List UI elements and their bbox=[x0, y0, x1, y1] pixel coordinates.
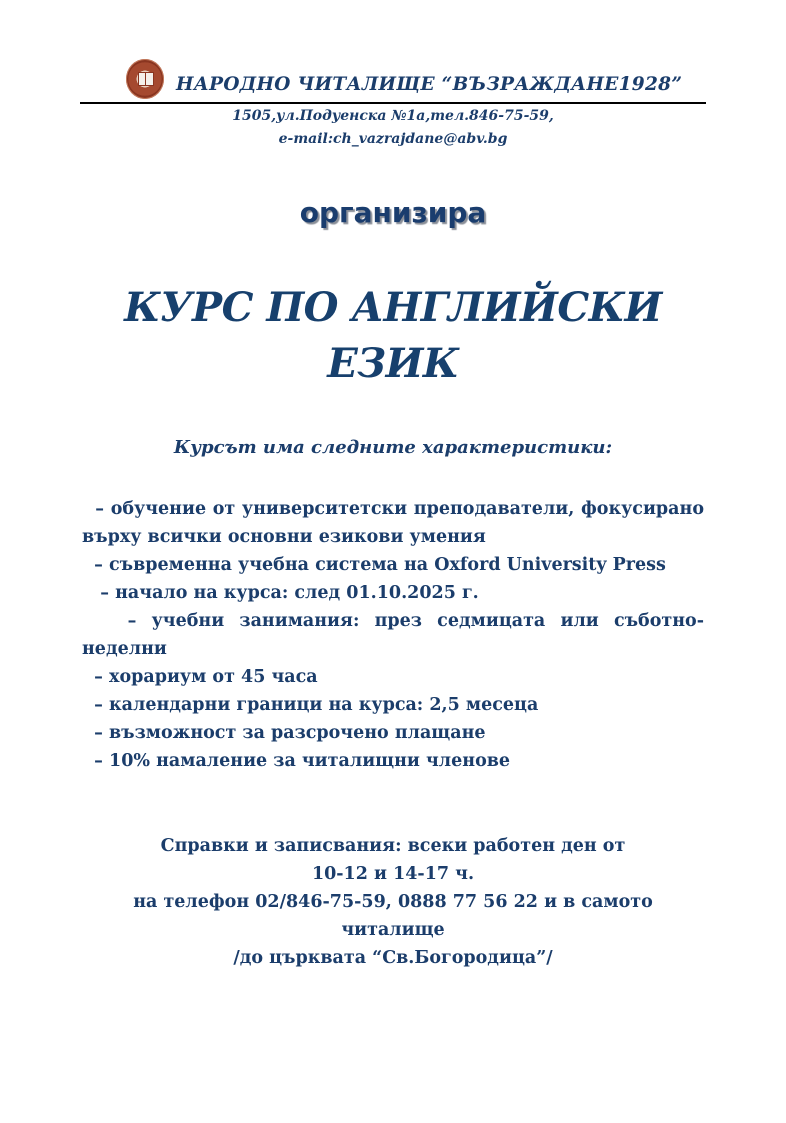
course-title-line2: ЕЗИК bbox=[327, 340, 459, 387]
features-list bbox=[82, 495, 704, 775]
contact-place: читалище bbox=[341, 920, 445, 940]
book-icon bbox=[138, 72, 154, 86]
email-line: e-mail:ch_vazrajdane@abv.bg bbox=[278, 131, 508, 147]
contact-info bbox=[0, 832, 786, 972]
features-heading: Курсът има следните характеристики: bbox=[173, 437, 613, 458]
feature-item: – календарни граници на курса: 2,5 месеца bbox=[82, 695, 539, 715]
contact-phones: на телефон 02/846-75-59, 0888 77 56 22 и в самото bbox=[133, 892, 653, 912]
feature-item: – възможност за разсрочено плащане bbox=[82, 723, 486, 743]
feature-item: – учебни занимания: през седмицата или съботно-неделни bbox=[82, 611, 704, 659]
header-divider bbox=[80, 102, 706, 104]
contact-hours: 10-12 и 14-17 ч. bbox=[311, 864, 475, 884]
feature-item: – обучение от университетски преподаватели, фокусирано върху всички основни езикови умения bbox=[82, 499, 704, 547]
organization-name: НАРОДНО ЧИТАЛИЩЕ “ВЪЗРАЖДАНЕ1928” bbox=[176, 74, 683, 95]
address-line: 1505,ул.Подуенска №1а,тел.846-75-59, bbox=[232, 108, 554, 124]
feature-item: – 10% намаление за читалищни членове bbox=[82, 751, 511, 771]
contact-landmark: /до църквата “Св.Богородица”/ bbox=[233, 948, 553, 968]
chitalishte-logo-icon bbox=[126, 59, 164, 99]
feature-item: – начало на курса: след 01.10.2025 г. bbox=[82, 583, 479, 603]
organizes-heading: организира bbox=[299, 196, 487, 229]
course-title-line1: КУРС ПО АНГЛИЙСКИ bbox=[124, 284, 662, 331]
contact-hours-intro: Справки и записвания: всеки работен ден от bbox=[160, 836, 626, 856]
feature-item: – съвременна учебна система на Oxford University Press bbox=[82, 555, 666, 575]
feature-item: – хорариум от 45 часа bbox=[82, 667, 318, 687]
